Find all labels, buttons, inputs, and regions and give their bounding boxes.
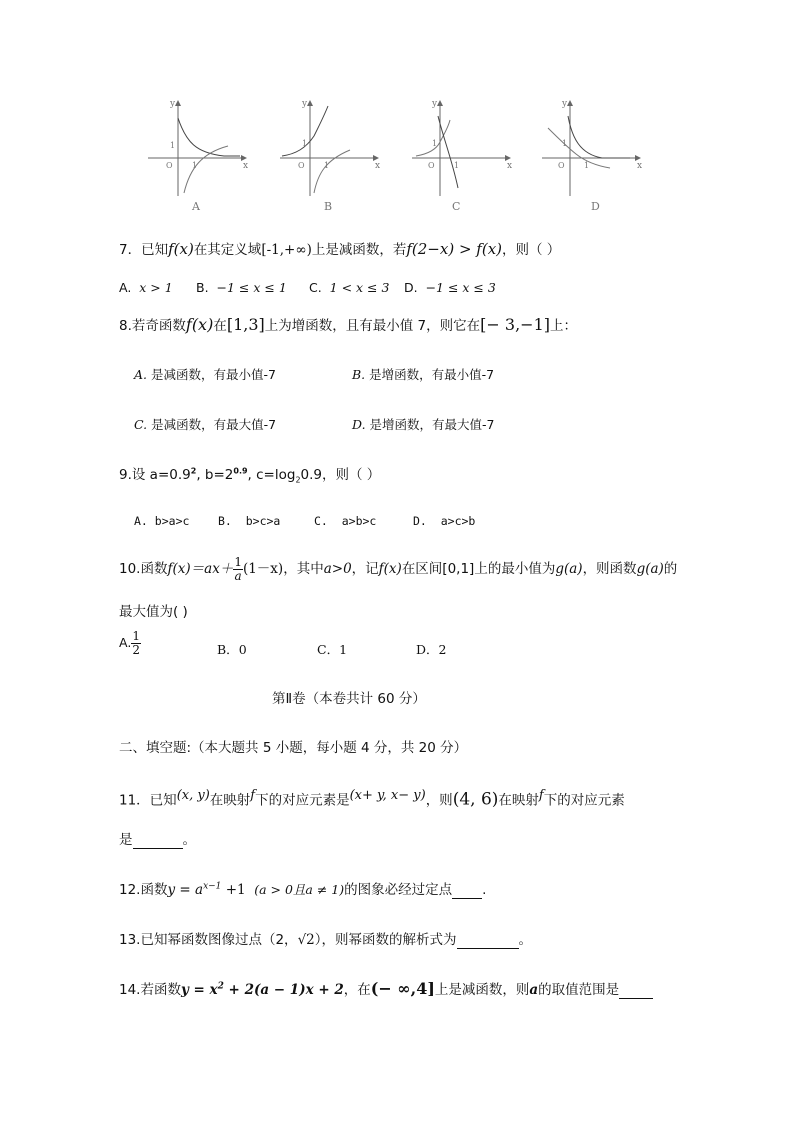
q8-mid: 在 [213,318,227,334]
question-10-line-2: 最大值为( ) [119,604,188,620]
svg-text:1: 1 [170,141,176,150]
q9-option-a-key: A. [134,514,148,528]
q9-option-c [314,514,376,528]
q10-option-b-text: 0 [238,642,247,657]
q9-sup-1: 2 [190,466,197,476]
q12-exp: x−1 [203,881,222,892]
svg-text:y: y [562,99,568,109]
graph-b-label: B [324,200,333,213]
q13-end: 。 [518,932,533,948]
question-10 [119,554,677,584]
q7-fx: f(x) [168,240,194,258]
svg-text:y: y [302,99,308,109]
q8-interval-2: [− 3,−1] [480,315,550,334]
q8-option-d-key: D. [352,417,366,432]
q7-prefix: 7．已知 [119,242,169,258]
q11-f-2: f [538,788,544,803]
q9-option-c-key: C. [314,514,328,528]
q7-option-c-key: C. [309,280,322,295]
q14-a: a [529,982,539,998]
svg-text:x: x [507,161,513,171]
q12-cond: (a > 0且a ≠ 1) [254,882,345,897]
q7-option-d-key: D. [404,280,418,295]
q9-option-b-key: B. [218,514,232,528]
q12-fn: y = a [167,882,204,898]
svg-text:O: O [558,161,565,170]
q10-tail: (1－x) [242,561,284,577]
q14-exp: 2 [217,981,224,992]
question-14 [119,978,653,999]
q10-option-b-key: B． [217,642,239,657]
question-8 [119,314,577,334]
q11-line2: 是 [119,832,133,848]
q8-option-d [352,415,495,433]
q10-option-a-key: A. [119,635,132,650]
q9-option-a [134,514,189,528]
svg-text:1: 1 [324,161,330,170]
question-12 [119,878,486,899]
q11-prefix: 11．已知 [119,792,177,809]
q10-cond: a>0 [323,561,352,577]
q9-option-d [413,514,475,528]
question-7 [119,238,560,258]
svg-text:1: 1 [192,161,198,170]
q7-suffix: ，则（ ） [502,242,561,258]
svg-text:1: 1 [584,161,590,170]
q8-option-b-text: 是增函数，有最小值-7 [369,367,495,382]
q7-option-d-text: −1 ≤ x ≤ 3 [425,280,496,295]
svg-text:1: 1 [454,161,460,170]
q9-text-1: 9.设 a=0.9 [119,467,191,483]
q8-option-a-key: A. [134,367,148,382]
q8-option-d-text: 是增函数，有最大值-7 [369,417,495,432]
q7-option-c [309,280,389,295]
q9-option-b [218,514,280,528]
q7-domain: [-1,+∞) [261,242,312,258]
q10-fraction [233,556,243,583]
q8-option-a [134,365,276,383]
q11-mid2: 下的对应元素是 [255,792,350,809]
q9-text-3: , c=log [247,467,296,483]
q8-option-c-text: 是减函数，有最大值-7 [151,417,277,432]
q10-option-a-fraction [131,630,141,657]
q8-option-b [352,365,494,383]
svg-text:1: 1 [302,139,308,148]
q8-option-c-key: C. [134,417,148,432]
q11-answer-blank[interactable] [133,832,183,849]
q14-mid: ，在 [343,982,371,998]
q10-ga: g(a) [555,561,583,577]
q10-option-a [119,630,141,657]
svg-text:O: O [428,161,435,170]
q11-image: (x+ y, x− y) [349,788,426,803]
graph-a [146,98,256,218]
q10-option-d [416,640,446,658]
svg-text:y: y [170,99,176,109]
q10-option-a-den: 2 [132,643,140,657]
svg-text:O: O [166,161,173,170]
q9-text-2: , b=2 [196,467,234,483]
q9-option-b-text: b>c>a [245,514,281,528]
q13-root: √2 [297,932,315,948]
q9-option-c-text: a>b>c [341,514,377,528]
q12-prefix: 12.函数 [119,882,168,898]
q10-option-c-text: 1 [339,642,348,657]
q11-point: (4, 6) [452,789,499,810]
q7-option-a-text: x > 1 [139,280,173,295]
q10-text-5: 的 [663,561,678,577]
question-9 [119,463,380,485]
q10-frac-den: a [234,568,242,583]
graph-d-label: D [591,200,600,213]
q14-answer-blank[interactable] [619,982,653,999]
q7-condition: f(2−x) > f(x) [406,240,503,258]
q13-suffix: ），则幂函数的解析式为 [314,932,457,948]
q9-text-4: 0.9，则（ ） [300,467,381,483]
q12-answer-blank[interactable] [452,882,482,899]
q10-eq: ＝ax＋ [190,561,234,577]
q13-answer-blank[interactable] [457,932,519,949]
q10-option-a-num: 1 [132,629,140,643]
q8-suffix: 上： [549,318,577,334]
q10-frac-num: 1 [234,554,242,569]
svg-text:1: 1 [562,139,568,148]
q10-text-3: 在区间[0,1]上的最小值为 [401,561,556,577]
q10-fx-2: f(x) [378,561,402,577]
q7-mid: 在其定义域 [193,242,262,258]
q11-mid4: 在映射 [498,792,539,809]
q7-mid2: 上是减函数，若 [311,242,407,258]
q11-f: f [250,788,256,803]
q11-mid: 在映射 [209,792,251,809]
section-2-title: 第Ⅱ卷（本卷共计 60 分） [272,691,426,707]
q7-option-b [196,280,287,295]
q10-text-1: ，其中 [283,561,324,577]
graph-c-label: C [452,200,461,213]
q7-option-b-text: −1 ≤ x ≤ 1 [216,280,287,295]
q12-suffix: 的图象必经过定点 [344,882,453,898]
q14-suffix: 的取值范围是 [538,982,620,998]
q11-mid3: ，则 [425,792,453,809]
q14-mid2: 上是减函数，则 [434,982,530,998]
svg-text:x: x [243,161,249,171]
q8-option-b-key: B. [352,367,366,382]
q11-suffix: 下的对应元素 [543,792,625,809]
question-11-line-2 [119,828,196,849]
q8-interval-1: [1,3] [226,315,265,334]
q7-option-b-key: B. [196,280,209,295]
svg-text:x: x [637,161,643,171]
question-13 [119,928,532,949]
q10-prefix: 10.函数 [119,561,168,577]
q12-end: . [482,882,487,898]
q14-interval: (− ∞,4] [370,979,435,998]
q14-fn2: + 2(a − 1)x + 2 [223,982,344,998]
svg-text:1: 1 [432,139,438,148]
q9-option-d-key: D. [413,514,427,528]
svg-text:O: O [298,161,305,170]
graph-b [278,98,388,218]
q7-option-c-text: 1 < x ≤ 3 [329,280,390,295]
q8-fx: f(x) [185,315,214,334]
q9-option-a-text: b>a>c [154,514,190,528]
q10-ga-2: g(a) [636,561,664,577]
svg-text:y: y [432,99,438,109]
q9-sup-2: 0.9 [233,466,248,476]
q9-sub: 2 [295,475,301,485]
q8-option-c [134,415,276,433]
question-11 [119,788,625,810]
q7-option-a [119,280,173,295]
graph-a-label: A [192,200,200,213]
fill-in-header: 二、填空题:（本大题共 5 小题，每小题 4 分，共 20 分） [119,740,468,756]
q7-option-d [404,280,496,295]
q10-fx: f(x) [167,561,191,577]
q14-fn: y = x [180,982,218,998]
q11-xy: (x, y) [176,788,210,803]
q9-option-d-text: a>c>b [440,514,476,528]
q10-text-2: ，记 [351,561,379,577]
q10-option-d-key: D． [416,642,439,657]
q12-fn2: +1 [221,882,246,898]
q10-option-c [317,640,347,658]
graph-c [410,98,520,218]
svg-text:x: x [375,161,381,171]
q8-mid2: 上为增函数，且有最小值 7，则它在 [264,318,481,334]
q10-option-c-key: C． [317,642,340,657]
q10-option-d-text: 2 [438,642,447,657]
q7-option-a-key: A. [119,280,132,295]
q11-end: 。 [182,832,196,848]
q10-text-4: ，则函数 [582,561,637,577]
q13-prefix: 13.已知幂函数图像过点（2， [119,932,298,948]
q8-prefix: 8.若奇函数 [119,318,186,334]
q14-prefix: 14.若函数 [119,982,181,998]
q8-option-a-text: 是减函数，有最小值-7 [151,367,276,382]
q10-option-b [217,640,247,658]
